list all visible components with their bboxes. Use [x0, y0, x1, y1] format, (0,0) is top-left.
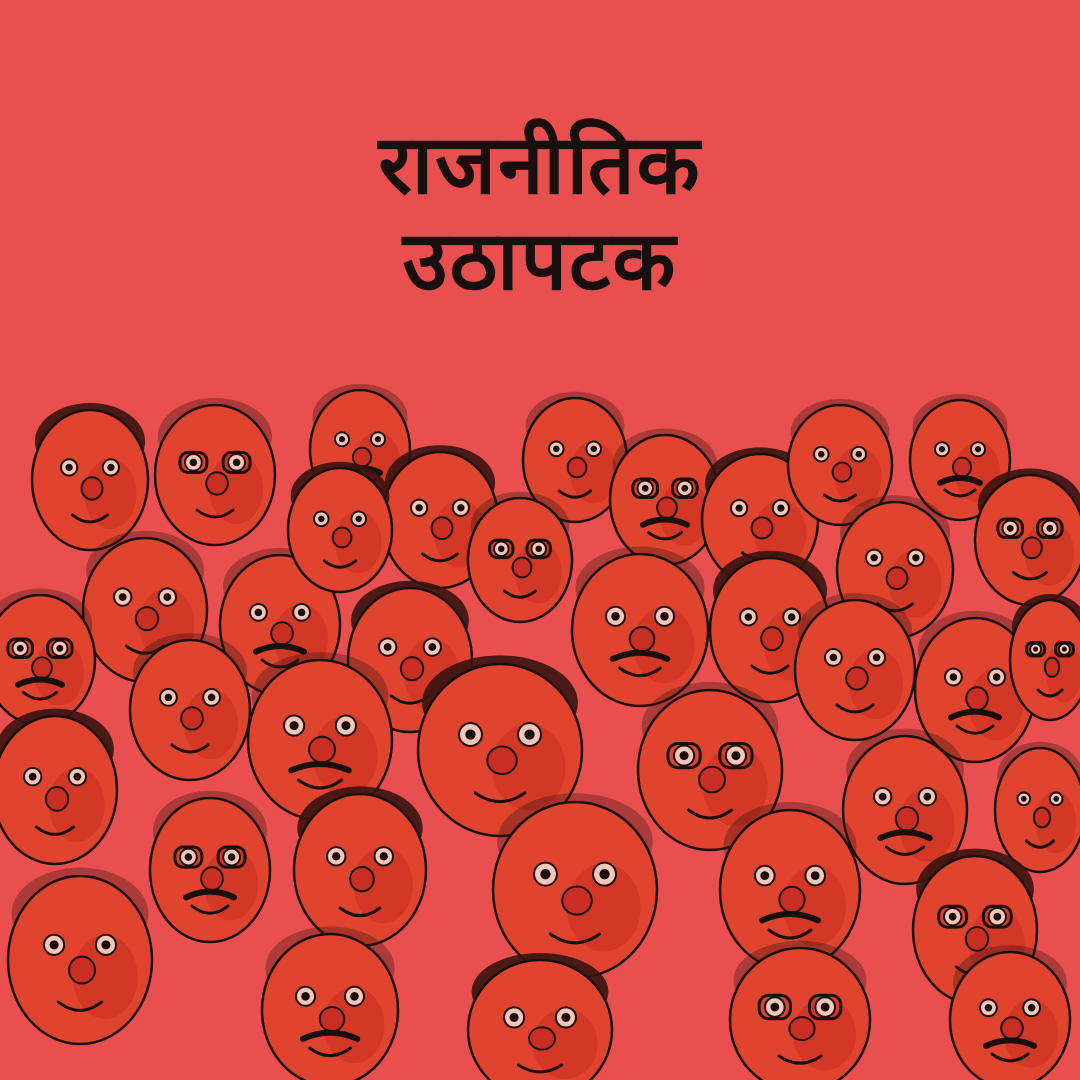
title-line-1: राजनीतिक	[378, 118, 702, 213]
caricature-face	[995, 742, 1080, 872]
caricature-face	[468, 953, 612, 1080]
caricature-face	[150, 791, 270, 942]
caricature-face	[950, 945, 1070, 1080]
caricature-face	[32, 403, 148, 550]
caricature-face	[262, 926, 398, 1080]
caricature-face	[130, 633, 250, 780]
caricature-face	[610, 429, 720, 566]
caricature-face	[0, 589, 95, 726]
title-block	[0, 118, 1080, 310]
caricature-face	[493, 793, 657, 978]
caricature-face	[1010, 594, 1080, 720]
caricature-face	[155, 398, 275, 545]
caricature-face	[288, 462, 392, 592]
caricature-face	[0, 709, 117, 864]
caricature-face	[975, 469, 1080, 606]
caricature-crowd-illustration	[0, 370, 1080, 1080]
caricature-face	[730, 941, 870, 1080]
caricature-face	[572, 546, 708, 706]
caricature-face	[8, 868, 152, 1044]
caricature-face	[795, 593, 915, 740]
caricature-face	[468, 492, 572, 622]
title-line-2: उठापटक	[402, 214, 678, 309]
caricature-face	[294, 786, 426, 946]
